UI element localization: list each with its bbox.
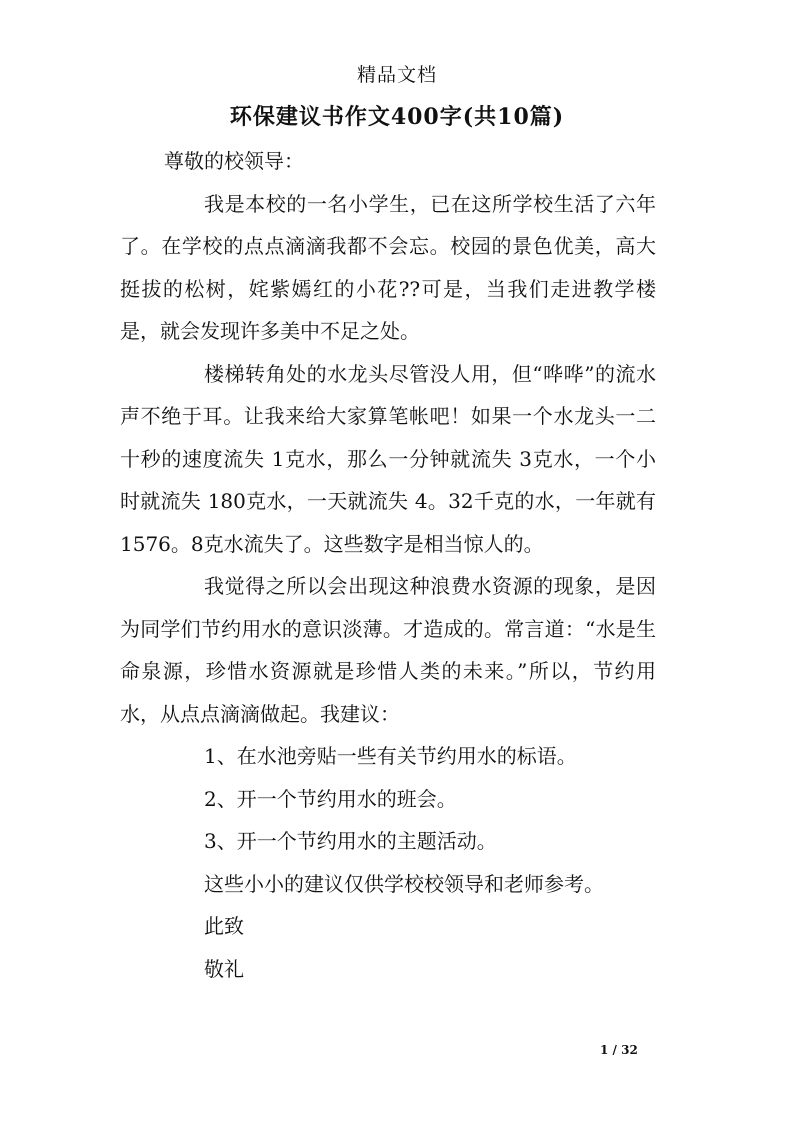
sign-off-1: 此致 [204,914,244,938]
suggestion-item-3: 3、开一个节约用水的主题活动。 [204,829,497,853]
closing-line: 这些小小的建议仅供学校校领导和老师参考。 [204,871,604,896]
document-header: 精品文档 [356,64,437,86]
salutation: 尊敬的校领导： [164,149,304,173]
paragraph-1: 我是本校的一名小学生，已在这所学校生活了六年了。在学校的点点滴滴我都不会忘。校园的景色优美，高大挺拔的松树，姹紫嫣红的小花??可是，当我们走进教学楼是，就会发现许多美中不足之处。 [120,191,656,343]
paragraph-3: 我觉得之所以会出现这种浪费水资源的现象，是因为同学们节约用水的意识淡薄。才造成的。常言道：“水是生命泉源，珍惜水资源就是珍惜人类的未来。”所以，节约用水，从点点滴滴做起。我建议： [120,574,656,726]
paragraph-2: 楼梯转角处的水龙头尽管没人用，但“哗哗”的流水声不绝于耳。让我来给大家算笔帐吧！如果一个水龙头一二十秒的速度流失 1克水，那么一分钟就流失 3克水，一个小时就流失 180克水，一天就流失 4。32千克的水，一年就有 1576。8克水流失了。这些数字是相当惊人的。 [120,361,656,556]
document-title: 环保建议书作文400字(共10篇) [229,104,565,130]
sign-off-2: 敬礼 [204,956,244,981]
page-number: 1 / 32 [600,1043,638,1057]
suggestion-item-2: 2、开一个节约用水的班会。 [204,786,457,811]
suggestion-item-1: 1、在水池旁贴一些有关节约用水的标语。 [204,744,577,768]
document-body [120,140,656,990]
